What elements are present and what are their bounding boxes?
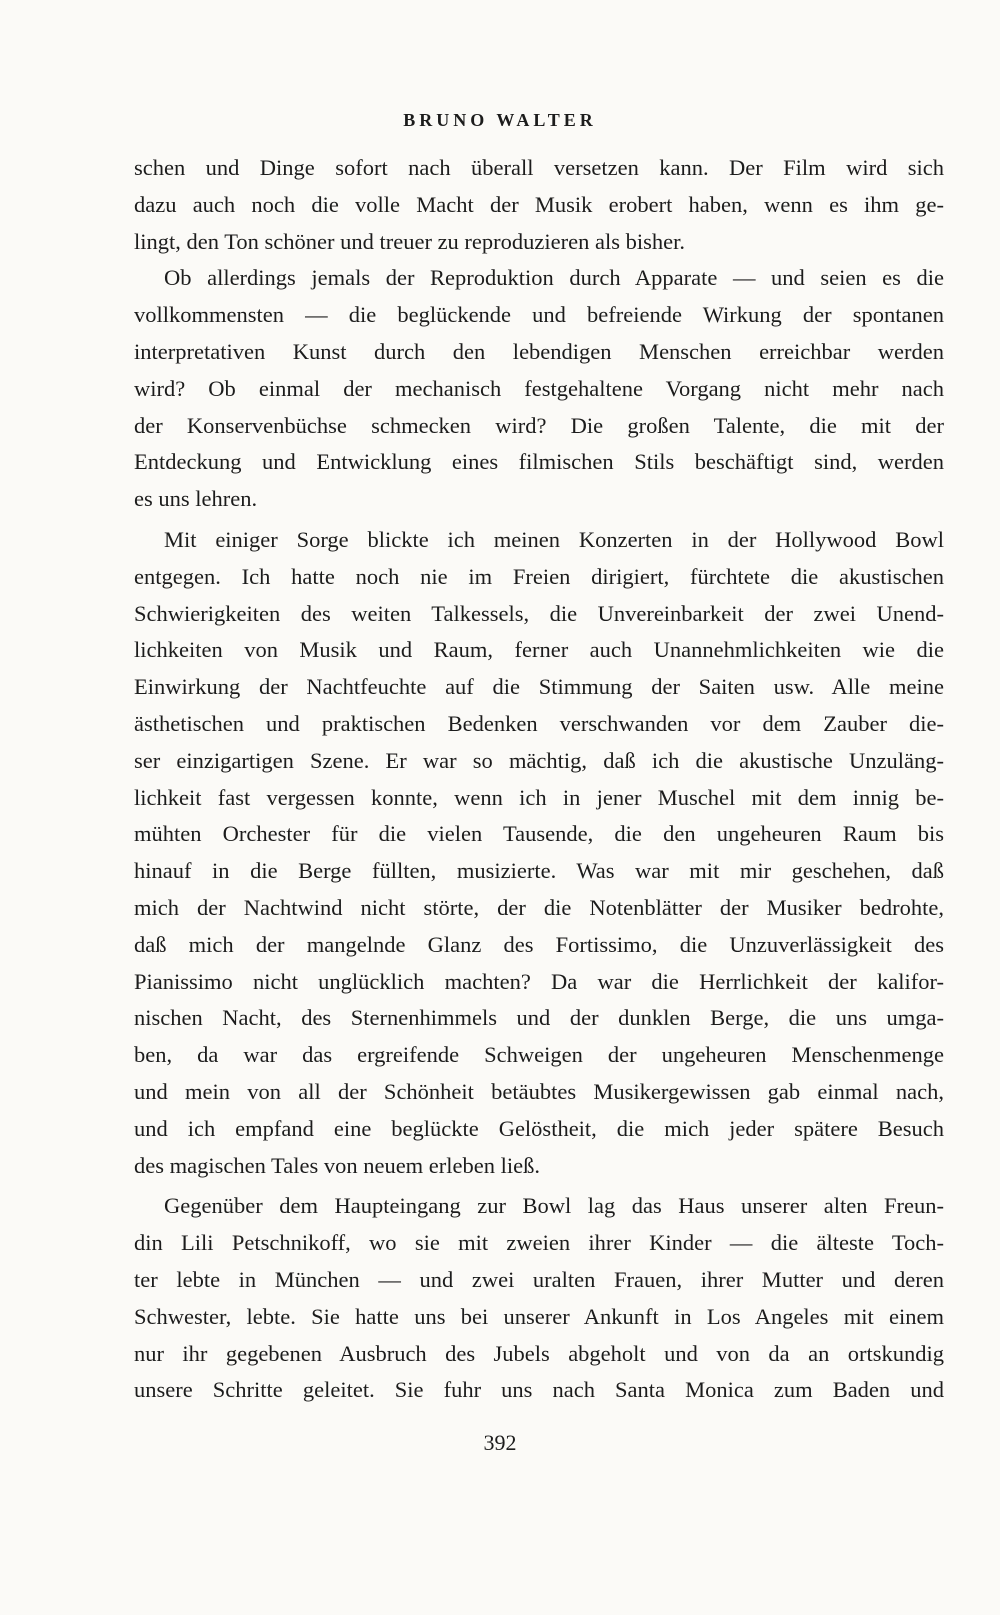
text-line: hinauf in die Berge füllten, musizierte. Was war mit mir geschehen, daß: [134, 858, 944, 884]
text-line: ästhetischen und praktischen Bedenken verschwanden vor dem Zauber die-: [134, 710, 944, 736]
text-line: schen und Dinge sofort nach überall versetzen kann. Der Film wird sich: [134, 155, 944, 180]
text-line: nischen Nacht, des Sternenhimmels und der dunklen Berge, die uns umga-: [134, 1005, 944, 1031]
text-line: Entdeckung und Entwicklung eines filmischen Stils beschäftigt sind, werden: [134, 449, 944, 475]
page-number: 392: [483, 1430, 517, 1455]
running-head: BRUNO WALTER: [403, 110, 597, 130]
text-line: daß mich der mangelnde Glanz des Fortissimo, die Unzuverlässigkeit des: [134, 931, 944, 957]
text-line: Schwierigkeiten des weiten Talkessels, die Unvereinbarkeit der zwei Unend-: [134, 600, 944, 626]
text-line: lichkeit fast vergessen konnte, wenn ich in jener Muschel mit dem innig be-: [134, 784, 944, 810]
text-line: vollkommensten — die beglückende und befreiende Wirkung der spontanen: [134, 302, 944, 328]
text-line: Ob allerdings jemals der Reproduktion durch Apparate — und seien es die: [164, 265, 944, 291]
text-line: lingt, den Ton schöner und treuer zu reproduzieren als bisher.: [134, 228, 685, 254]
text-line: lichkeiten von Musik und Raum, ferner auch Unannehmlichkeiten wie die: [134, 637, 944, 663]
text-line: nur ihr gegebenen Ausbruch des Jubels abgeholt und von da an ortskundig: [134, 1340, 944, 1366]
body-text: [134, 150, 944, 1409]
text-line: des magischen Tales von neuem erleben ließ.: [134, 1152, 540, 1178]
text-line: mühten Orchester für die vielen Tausende, die den ungeheuren Raum bis: [134, 821, 944, 847]
text-line: mich der Nachtwind nicht störte, der die Notenblätter der Musiker bedrohte,: [134, 894, 944, 920]
text-line: ser einzigartigen Szene. Er war so mächtig, daß ich die akustische Unzuläng-: [134, 747, 944, 773]
text-line: unsere Schritte geleitet. Sie fuhr uns nach Santa Monica zum Baden und: [134, 1377, 944, 1403]
text-line: es uns lehren.: [134, 486, 258, 512]
text-line: Schwester, lebte. Sie hatte uns bei unserer Ankunft in Los Angeles mit einem: [134, 1303, 944, 1329]
text-line: und mein von all der Schönheit betäubtes Musikergewissen gab einmal nach,: [134, 1078, 944, 1104]
text-line: din Lili Petschnikoff, wo sie mit zweien ihrer Kinder — die älteste Toch-: [134, 1230, 944, 1256]
text-line: ben, da war das ergreifende Schweigen der ungeheuren Menschenmenge: [134, 1042, 944, 1068]
paragraph-1: [134, 150, 944, 260]
text-line: und ich empfand eine beglückte Gelöstheit, die mich jeder spätere Besuch: [134, 1115, 944, 1141]
text-line: entgegen. Ich hatte noch nie im Freien dirigiert, fürchtete die akustischen: [134, 563, 944, 589]
text-line: Mit einiger Sorge blickte ich meinen Konzerten in der Hollywood Bowl: [164, 526, 944, 552]
text-line: dazu auch noch die volle Macht der Musik erobert haben, wenn es ihm ge-: [134, 191, 944, 217]
paragraph-3: [134, 522, 944, 1184]
paragraph-2: [134, 260, 944, 518]
text-line: interpretativen Kunst durch den lebendigen Menschen erreichbar werden: [134, 338, 944, 364]
text-line: ter lebte in München — und zwei uralten Frauen, ihrer Mutter und deren: [134, 1266, 944, 1292]
text-line: Pianissimo nicht unglücklich machten? Da war die Herrlichkeit der kalifor-: [134, 968, 944, 994]
text-line: Einwirkung der Nachtfeuchte auf die Stimmung der Saiten usw. Alle meine: [134, 674, 944, 700]
paragraph-4: [134, 1188, 944, 1409]
text-line: Gegenüber dem Haupteingang zur Bowl lag das Haus unserer alten Freun-: [164, 1193, 944, 1219]
text-line: der Konservenbüchse schmecken wird? Die großen Talente, die mit der: [134, 412, 944, 438]
text-line: wird? Ob einmal der mechanisch festgehaltene Vorgang nicht mehr nach: [134, 375, 944, 401]
